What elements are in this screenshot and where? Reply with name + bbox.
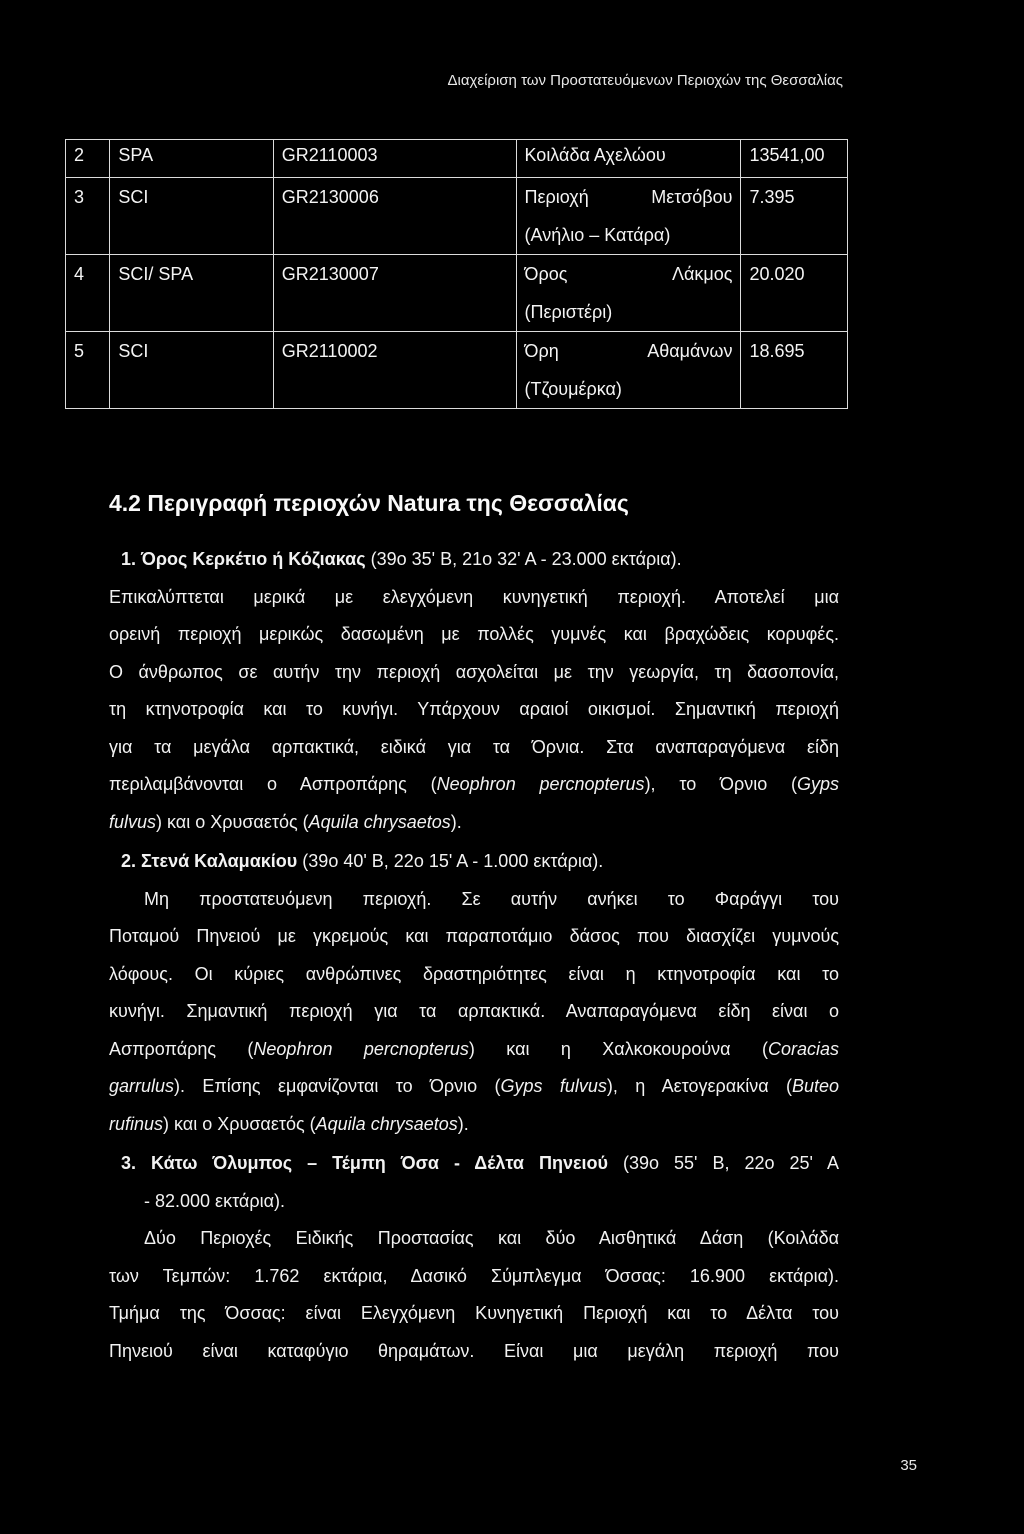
item-title-line	[109, 541, 839, 579]
area-name-word: Όρος	[524, 264, 568, 284]
text-run: Ασπροπάρης (	[109, 1038, 254, 1059]
running-header: Διαχείριση των Προστατευόμενων Περιοχών της Θεσσαλίας	[447, 72, 843, 89]
area-name	[516, 255, 741, 332]
species-name: Buteo	[791, 1076, 839, 1096]
item-coordinates-line: - 82.000 εκτάρια).	[144, 1190, 285, 1211]
paragraph-line	[109, 804, 839, 842]
area-name-line: (Τζουμέρκα)	[524, 379, 622, 399]
row-number: 5	[66, 332, 110, 409]
paragraph-line: Επικαλύπτεται μερικά με ελεγχόμενη κυνηγετική περιοχή. Αποτελεί μια	[109, 586, 839, 607]
page-number: 35	[900, 1457, 917, 1474]
area-size: 20.020	[741, 255, 848, 332]
area-size: 13541,00	[741, 140, 848, 178]
paragraph-line: Τμήμα της Όσσας: είναι Ελεγχόμενη Κυνηγετική Περιοχή και το Δέλτα του	[109, 1303, 839, 1323]
text-run: ) και ο Χρυσαετός (	[156, 811, 309, 832]
item-title: Όρος Κερκέτιο ή Κόζιακας	[141, 549, 366, 569]
text-run: ) και η Χαλκοκουρούνα (	[468, 1038, 768, 1059]
paragraph-line: λόφους. Οι κύριες ανθρώπινες δραστηριότητες είναι η κτηνοτροφία και το	[109, 963, 839, 984]
text-run: ).	[457, 1113, 469, 1134]
paragraph-line	[109, 766, 839, 804]
item-title: Στενά Καλαμακίου	[141, 851, 298, 871]
item-number: 2.	[121, 851, 137, 871]
paragraph-line: Ποταμού Πηνειού με γκρεμούς και παραποτάμιο δάσος που διασχίζει γυμνούς	[109, 926, 839, 946]
area-type: SPA	[110, 140, 273, 178]
paragraph-line	[109, 1068, 839, 1106]
paragraph-line: Μη προστατευόμενη περιοχή. Σε αυτήν ανήκει το Φαράγγι του	[144, 888, 839, 909]
section-heading: 4.2 Περιγραφή περιοχών Natura της Θεσσαλίας	[109, 490, 629, 516]
item-coordinates: (39ο 35' Β, 21ο 32' Α - 23.000 εκτάρια).	[370, 549, 682, 569]
species-name: garrulus	[109, 1076, 175, 1096]
area-size: 18.695	[741, 332, 848, 409]
species-name: rufinus	[109, 1113, 164, 1134]
area-name-line: Κοιλάδα Αχελώου	[524, 145, 666, 165]
area-type: SCI	[110, 178, 273, 255]
text-run: ), η Αετογερακίνα (	[606, 1076, 792, 1096]
area-name	[516, 332, 741, 409]
item-coordinates: (39ο 40' Β, 22ο 15' Α - 1.000 εκτάρια).	[302, 851, 604, 871]
row-number: 3	[66, 178, 110, 255]
area-name-line: (Ανήλιο – Κατάρα)	[524, 225, 671, 245]
table-row	[66, 140, 848, 178]
species-name: Coracias	[767, 1038, 840, 1059]
item-title-line	[109, 1145, 839, 1183]
area-name-line: (Περιστέρι)	[524, 302, 613, 322]
species-name: Neophron percnopterus	[436, 774, 645, 794]
item-title: Κάτω Όλυμπος – Τέμπη Όσα - Δέλτα Πηνειού	[151, 1153, 608, 1173]
area-description-3	[109, 1145, 839, 1370]
item-number: 3.	[121, 1153, 137, 1173]
row-number: 4	[66, 255, 110, 332]
natura-areas-table	[65, 139, 848, 409]
area-name-word: Όρη	[524, 341, 559, 361]
area-name-word: Περιοχή	[524, 187, 589, 207]
text-run: περιλαμβάνονται ο Ασπροπάρης (	[109, 774, 437, 794]
paragraph-line: τη κτηνοτροφία και το κυνήγι. Υπάρχουν αραιοί οικισμοί. Σημαντική περιοχή	[109, 699, 839, 719]
table-row	[66, 178, 848, 255]
species-name: fulvus	[109, 811, 157, 832]
paragraph-line	[109, 1031, 839, 1069]
item-number: 1.	[121, 549, 137, 569]
text-run: ), το Όρνιο (	[644, 774, 797, 794]
paragraph-line: ορεινή περιοχή μερικώς δασωμένη με πολλές γυμνές και βραχώδεις κορυφές.	[109, 624, 839, 644]
area-code: GR2130006	[273, 178, 516, 255]
paragraph-line: κυνήγι. Σημαντική περιοχή για τα αρπακτικά. Αναπαραγόμενα είδη είναι ο	[109, 1001, 839, 1021]
area-code: GR2110003	[273, 140, 516, 178]
species-name: Gyps fulvus	[500, 1076, 607, 1096]
species-name: Gyps	[797, 774, 840, 794]
area-type: SCI	[110, 332, 273, 409]
area-description-2	[109, 843, 839, 1143]
table-row	[66, 255, 848, 332]
area-type: SCI/ SPA	[110, 255, 273, 332]
area-code: GR2130007	[273, 255, 516, 332]
paragraph-line: των Τεμπών: 1.762 εκτάρια, Δασικό Σύμπλεγμα Όσσας: 16.900 εκτάρια).	[109, 1265, 839, 1286]
area-name-word: Λάκμος	[671, 264, 733, 284]
table-row	[66, 332, 848, 409]
species-name: Aquila chrysaetos	[315, 1113, 458, 1134]
paragraph-line: Πηνειού είναι καταφύγιο θηραμάτων. Είναι μια μεγάλη περιοχή που	[109, 1340, 839, 1361]
area-name-word: Μετσόβου	[651, 187, 733, 207]
paragraph-line	[109, 1106, 839, 1144]
text-run: ).	[450, 811, 462, 832]
species-name: Aquila chrysaetos	[308, 811, 451, 832]
area-name	[516, 178, 741, 255]
text-run: ). Επίσης εμφανίζονται το Όρνιο (	[174, 1076, 501, 1096]
paragraph-line: Ο άνθρωπος σε αυτήν την περιοχή ασχολείται με την γεωργία, τη δασοπονία,	[109, 661, 839, 682]
paragraph-line: για τα μεγάλα αρπακτικά, ειδικά για τα Όρνια. Στα αναπαραγόμενα είδη	[109, 736, 839, 757]
item-coordinates: (39ο 55' Β, 22ο 25' Α	[622, 1153, 839, 1173]
area-name-word: Αθαμάνων	[647, 341, 733, 361]
area-code: GR2110002	[273, 332, 516, 409]
species-name: Neophron percnopterus	[253, 1038, 469, 1059]
area-size: 7.395	[741, 178, 848, 255]
area-description-1	[109, 541, 839, 841]
row-number: 2	[66, 140, 110, 178]
paragraph-line: Δύο Περιοχές Ειδικής Προστασίας και δύο Αισθητικά Δάση (Κοιλάδα	[144, 1228, 839, 1248]
text-run: ) και ο Χρυσαετός (	[163, 1113, 316, 1134]
area-name	[516, 140, 741, 178]
item-title-line	[109, 843, 839, 881]
